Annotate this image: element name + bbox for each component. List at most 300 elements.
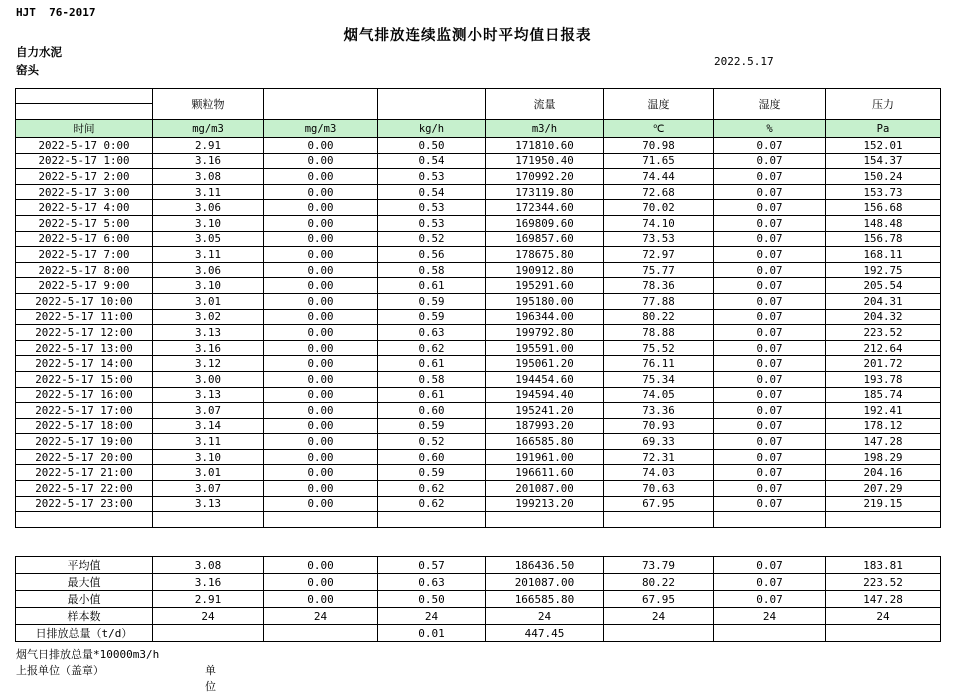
value-cell: 3.13: [153, 325, 264, 341]
table-row: [16, 465, 941, 481]
time-cell: 2022-5-17 7:00: [16, 247, 153, 263]
table-row: [16, 496, 941, 512]
value-cell: 0.07: [714, 371, 826, 387]
value-cell: 0.53: [378, 215, 486, 231]
value-cell: 2.91: [153, 591, 264, 608]
value-cell: 205.54: [826, 278, 941, 294]
time-cell: 2022-5-17 21:00: [16, 465, 153, 481]
value-cell: 72.68: [604, 184, 714, 200]
value-cell: 196611.60: [486, 465, 604, 481]
value-cell: 219.15: [826, 496, 941, 512]
value-cell: 0.07: [714, 262, 826, 278]
value-cell: 0.00: [264, 574, 378, 591]
time-cell: 2022-5-17 6:00: [16, 231, 153, 247]
value-cell: 156.68: [826, 200, 941, 216]
value-cell: 0.00: [264, 591, 378, 608]
value-cell: 0.07: [714, 138, 826, 154]
empty-cell: [826, 512, 941, 528]
value-cell: 150.24: [826, 169, 941, 185]
time-cell: 2022-5-17 22:00: [16, 481, 153, 497]
table-row: [16, 403, 941, 419]
table-row: [16, 169, 941, 185]
value-cell: 69.33: [604, 434, 714, 450]
value-cell: 78.88: [604, 325, 714, 341]
value-cell: 147.28: [826, 434, 941, 450]
value-cell: 73.53: [604, 231, 714, 247]
table-row: [16, 247, 941, 263]
group-header-particulate: 颗粒物: [153, 89, 264, 120]
company-name: 自力水泥: [16, 45, 62, 59]
value-cell: 0.62: [378, 481, 486, 497]
value-cell: 72.31: [604, 449, 714, 465]
time-cell: 2022-5-17 17:00: [16, 403, 153, 419]
value-cell: 3.05: [153, 231, 264, 247]
time-cell: 2022-5-17 11:00: [16, 309, 153, 325]
value-cell: 0.61: [378, 387, 486, 403]
value-cell: 195591.00: [486, 340, 604, 356]
value-cell: 168.11: [826, 247, 941, 263]
time-cell: 2022-5-17 13:00: [16, 340, 153, 356]
value-cell: 0.07: [714, 153, 826, 169]
table-row: [16, 309, 941, 325]
time-cell: 2022-5-17 9:00: [16, 278, 153, 294]
footer-note: 烟气日排放总量*10000m3/h: [16, 648, 160, 661]
report-date: 2022.5.17: [714, 55, 774, 68]
value-cell: 186436.50: [486, 557, 604, 574]
value-cell: 0.62: [378, 340, 486, 356]
value-cell: 76.11: [604, 356, 714, 372]
value-cell: 3.10: [153, 215, 264, 231]
value-cell: 0.00: [264, 184, 378, 200]
time-cell: 2022-5-17 0:00: [16, 138, 153, 154]
summary-label-cell: 样本数: [16, 608, 153, 625]
value-cell: 3.10: [153, 278, 264, 294]
unit-header-mgm3-1: mg/m3: [153, 120, 264, 138]
value-cell: 0.00: [264, 465, 378, 481]
value-cell: 0.00: [264, 231, 378, 247]
value-cell: 3.06: [153, 262, 264, 278]
value-cell: [153, 625, 264, 642]
group-header-temperature: 温度: [604, 89, 714, 120]
value-cell: 0.00: [264, 169, 378, 185]
value-cell: 0.07: [714, 481, 826, 497]
value-cell: 77.88: [604, 293, 714, 309]
value-cell: 0.07: [714, 574, 826, 591]
unit-header-kgh: kg/h: [378, 120, 486, 138]
empty-cell: [264, 512, 378, 528]
value-cell: 0.63: [378, 574, 486, 591]
value-cell: 153.73: [826, 184, 941, 200]
value-cell: 74.44: [604, 169, 714, 185]
summary-label-cell: 最大值: [16, 574, 153, 591]
table-row: [16, 591, 941, 608]
table-row: [16, 153, 941, 169]
value-cell: 70.93: [604, 418, 714, 434]
value-cell: 24: [378, 608, 486, 625]
value-cell: 0.07: [714, 356, 826, 372]
header-corner-cell: [16, 89, 153, 120]
value-cell: 0.07: [714, 465, 826, 481]
value-cell: 0.07: [714, 591, 826, 608]
value-cell: 0.58: [378, 371, 486, 387]
time-cell: 2022-5-17 4:00: [16, 200, 153, 216]
value-cell: 24: [153, 608, 264, 625]
value-cell: 0.53: [378, 169, 486, 185]
value-cell: 192.41: [826, 403, 941, 419]
value-cell: 0.07: [714, 200, 826, 216]
time-cell: 2022-5-17 19:00: [16, 434, 153, 450]
value-cell: 3.07: [153, 403, 264, 419]
table-row: [16, 293, 941, 309]
value-cell: 3.11: [153, 184, 264, 200]
value-cell: 0.59: [378, 418, 486, 434]
value-cell: 73.36: [604, 403, 714, 419]
value-cell: 196344.00: [486, 309, 604, 325]
value-cell: 0.62: [378, 496, 486, 512]
empty-cell: [486, 512, 604, 528]
spacer-row-group: [16, 512, 941, 528]
value-cell: 223.52: [826, 574, 941, 591]
value-cell: 178.12: [826, 418, 941, 434]
page-title: 烟气排放连续监测小时平均值日报表: [343, 28, 592, 44]
value-cell: 3.13: [153, 387, 264, 403]
value-cell: 0.60: [378, 449, 486, 465]
time-cell: 2022-5-17 15:00: [16, 371, 153, 387]
value-cell: 0.00: [264, 418, 378, 434]
standard-code: HJT 76-2017: [16, 6, 96, 19]
unit-header-time: 时间: [16, 120, 153, 138]
value-cell: 148.48: [826, 215, 941, 231]
summary-label-cell: 最小值: [16, 591, 153, 608]
table-row: [16, 231, 941, 247]
value-cell: 3.01: [153, 465, 264, 481]
value-cell: 154.37: [826, 153, 941, 169]
value-cell: 0.00: [264, 371, 378, 387]
table-row: [16, 418, 941, 434]
value-cell: 3.11: [153, 434, 264, 450]
value-cell: 3.06: [153, 200, 264, 216]
value-cell: 0.00: [264, 200, 378, 216]
value-cell: 3.16: [153, 153, 264, 169]
value-cell: 0.07: [714, 325, 826, 341]
value-cell: 171810.60: [486, 138, 604, 154]
table-row: [16, 557, 941, 574]
value-cell: 0.00: [264, 557, 378, 574]
value-cell: 0.00: [264, 449, 378, 465]
table-row: [16, 434, 941, 450]
value-cell: 198.29: [826, 449, 941, 465]
group-header-blank-2: [378, 89, 486, 120]
table-row: [16, 138, 941, 154]
value-cell: 24: [826, 608, 941, 625]
group-header-row: [16, 89, 941, 120]
unit-label: 单位: [205, 664, 216, 693]
group-header-humidity: 湿度: [714, 89, 826, 120]
value-cell: 156.78: [826, 231, 941, 247]
value-cell: 194594.40: [486, 387, 604, 403]
value-cell: 0.63: [378, 325, 486, 341]
value-cell: 0.00: [264, 434, 378, 450]
value-cell: 183.81: [826, 557, 941, 574]
value-cell: 191961.00: [486, 449, 604, 465]
value-cell: [826, 625, 941, 642]
value-cell: 0.61: [378, 278, 486, 294]
data-rows-body: [16, 138, 941, 512]
value-cell: 166585.80: [486, 591, 604, 608]
table-row: [16, 574, 941, 591]
value-cell: 0.07: [714, 340, 826, 356]
group-header-blank-1: [264, 89, 378, 120]
unit-header-pa: Pa: [826, 120, 941, 138]
value-cell: 0.00: [264, 278, 378, 294]
value-cell: 0.00: [264, 138, 378, 154]
value-cell: 152.01: [826, 138, 941, 154]
summary-rows-body: [16, 557, 941, 642]
value-cell: 0.07: [714, 293, 826, 309]
value-cell: 190912.80: [486, 262, 604, 278]
empty-cell: [378, 512, 486, 528]
value-cell: 75.77: [604, 262, 714, 278]
value-cell: 195241.20: [486, 403, 604, 419]
value-cell: 207.29: [826, 481, 941, 497]
value-cell: 3.01: [153, 293, 264, 309]
time-cell: 2022-5-17 8:00: [16, 262, 153, 278]
value-cell: 0.59: [378, 293, 486, 309]
value-cell: 74.05: [604, 387, 714, 403]
table-row: [16, 356, 941, 372]
value-cell: 0.00: [264, 293, 378, 309]
unit-header-row: [16, 120, 941, 138]
value-cell: 0.00: [264, 309, 378, 325]
value-cell: 0.07: [714, 387, 826, 403]
value-cell: 0.61: [378, 356, 486, 372]
value-cell: 80.22: [604, 309, 714, 325]
value-cell: 172344.60: [486, 200, 604, 216]
value-cell: 187993.20: [486, 418, 604, 434]
value-cell: 193.78: [826, 371, 941, 387]
value-cell: 0.60: [378, 403, 486, 419]
value-cell: 74.03: [604, 465, 714, 481]
time-cell: 2022-5-17 5:00: [16, 215, 153, 231]
value-cell: 0.00: [264, 215, 378, 231]
table-row: [16, 278, 941, 294]
time-cell: 2022-5-17 20:00: [16, 449, 153, 465]
time-cell: 2022-5-17 18:00: [16, 418, 153, 434]
value-cell: 0.01: [378, 625, 486, 642]
value-cell: 0.59: [378, 309, 486, 325]
value-cell: 223.52: [826, 325, 941, 341]
value-cell: 72.97: [604, 247, 714, 263]
value-cell: 0.58: [378, 262, 486, 278]
value-cell: 204.32: [826, 309, 941, 325]
value-cell: 0.07: [714, 247, 826, 263]
value-cell: 3.08: [153, 557, 264, 574]
time-cell: 2022-5-17 1:00: [16, 153, 153, 169]
empty-cell: [153, 512, 264, 528]
value-cell: 24: [604, 608, 714, 625]
value-cell: 0.07: [714, 418, 826, 434]
value-cell: 0.07: [714, 403, 826, 419]
table-row: [16, 262, 941, 278]
value-cell: 0.07: [714, 169, 826, 185]
value-cell: 201087.00: [486, 481, 604, 497]
value-cell: 204.31: [826, 293, 941, 309]
value-cell: 3.16: [153, 574, 264, 591]
unit-header-celsius: ℃: [604, 120, 714, 138]
value-cell: 0.00: [264, 496, 378, 512]
value-cell: 0.07: [714, 309, 826, 325]
value-cell: 0.07: [714, 278, 826, 294]
value-cell: 169809.60: [486, 215, 604, 231]
time-cell: 2022-5-17 16:00: [16, 387, 153, 403]
footer-signature-line: [16, 662, 216, 693]
value-cell: 3.13: [153, 496, 264, 512]
value-cell: 70.63: [604, 481, 714, 497]
value-cell: 71.65: [604, 153, 714, 169]
value-cell: 195061.20: [486, 356, 604, 372]
value-cell: 0.00: [264, 340, 378, 356]
value-cell: 0.56: [378, 247, 486, 263]
value-cell: 0.57: [378, 557, 486, 574]
group-header-flow: 流量: [486, 89, 604, 120]
table-row: [16, 184, 941, 200]
value-cell: 212.64: [826, 340, 941, 356]
table-row: [16, 215, 941, 231]
value-cell: 0.07: [714, 215, 826, 231]
empty-cell: [604, 512, 714, 528]
value-cell: 73.79: [604, 557, 714, 574]
value-cell: 0.00: [264, 356, 378, 372]
value-cell: 78.36: [604, 278, 714, 294]
value-cell: 0.54: [378, 153, 486, 169]
report-unit-label: 上报单位（盖章）: [16, 664, 104, 677]
value-cell: 80.22: [604, 574, 714, 591]
table-row: [16, 449, 941, 465]
table-row: [16, 340, 941, 356]
value-cell: 3.00: [153, 371, 264, 387]
value-cell: 166585.80: [486, 434, 604, 450]
table-row: [16, 325, 941, 341]
location-name: 窑头: [16, 63, 39, 77]
value-cell: 24: [486, 608, 604, 625]
value-cell: 185.74: [826, 387, 941, 403]
value-cell: 0.00: [264, 247, 378, 263]
summary-label-cell: 日排放总量（t/d）: [16, 625, 153, 642]
value-cell: 3.08: [153, 169, 264, 185]
value-cell: 0.07: [714, 496, 826, 512]
value-cell: 67.95: [604, 591, 714, 608]
value-cell: 70.02: [604, 200, 714, 216]
value-cell: 169857.60: [486, 231, 604, 247]
table-row: [16, 371, 941, 387]
value-cell: 75.52: [604, 340, 714, 356]
value-cell: 447.45: [486, 625, 604, 642]
value-cell: 67.95: [604, 496, 714, 512]
value-cell: 0.00: [264, 262, 378, 278]
value-cell: 3.11: [153, 247, 264, 263]
time-cell: 2022-5-17 3:00: [16, 184, 153, 200]
value-cell: 199792.80: [486, 325, 604, 341]
value-cell: 192.75: [826, 262, 941, 278]
value-cell: 0.00: [264, 325, 378, 341]
time-cell: 2022-5-17 2:00: [16, 169, 153, 185]
value-cell: 3.02: [153, 309, 264, 325]
unit-header-mgm3-2: mg/m3: [264, 120, 378, 138]
value-cell: 195180.00: [486, 293, 604, 309]
data-table: [15, 88, 941, 528]
time-cell: 2022-5-17 23:00: [16, 496, 153, 512]
value-cell: 171950.40: [486, 153, 604, 169]
table-row: [16, 387, 941, 403]
empty-cell: [16, 512, 153, 528]
value-cell: 170992.20: [486, 169, 604, 185]
time-cell: 2022-5-17 12:00: [16, 325, 153, 341]
value-cell: 24: [264, 608, 378, 625]
value-cell: 201087.00: [486, 574, 604, 591]
value-cell: [264, 625, 378, 642]
table-row: [16, 481, 941, 497]
value-cell: [714, 625, 826, 642]
value-cell: 204.16: [826, 465, 941, 481]
summary-table: [15, 556, 941, 642]
value-cell: 3.12: [153, 356, 264, 372]
value-cell: 24: [714, 608, 826, 625]
value-cell: 3.14: [153, 418, 264, 434]
value-cell: 0.54: [378, 184, 486, 200]
value-cell: 0.59: [378, 465, 486, 481]
value-cell: [604, 625, 714, 642]
unit-header-percent: %: [714, 120, 826, 138]
value-cell: 75.34: [604, 371, 714, 387]
value-cell: 0.53: [378, 200, 486, 216]
value-cell: 2.91: [153, 138, 264, 154]
value-cell: 0.07: [714, 449, 826, 465]
value-cell: 0.50: [378, 591, 486, 608]
unit-header-m3h: m3/h: [486, 120, 604, 138]
empty-cell: [714, 512, 826, 528]
value-cell: 70.98: [604, 138, 714, 154]
value-cell: 199213.20: [486, 496, 604, 512]
value-cell: 201.72: [826, 356, 941, 372]
value-cell: 3.16: [153, 340, 264, 356]
value-cell: 0.07: [714, 557, 826, 574]
value-cell: 194454.60: [486, 371, 604, 387]
table-row: [16, 200, 941, 216]
time-cell: 2022-5-17 10:00: [16, 293, 153, 309]
value-cell: 173119.80: [486, 184, 604, 200]
value-cell: 0.52: [378, 434, 486, 450]
summary-label-cell: 平均值: [16, 557, 153, 574]
value-cell: 0.52: [378, 231, 486, 247]
value-cell: 195291.60: [486, 278, 604, 294]
table-row: [16, 625, 941, 642]
value-cell: 3.10: [153, 449, 264, 465]
value-cell: 0.07: [714, 184, 826, 200]
value-cell: 0.07: [714, 434, 826, 450]
value-cell: 147.28: [826, 591, 941, 608]
empty-row: [16, 512, 941, 528]
value-cell: 74.10: [604, 215, 714, 231]
group-header-pressure: 压力: [826, 89, 941, 120]
value-cell: 0.50: [378, 138, 486, 154]
value-cell: 0.07: [714, 231, 826, 247]
value-cell: 3.07: [153, 481, 264, 497]
table-row: [16, 608, 941, 625]
value-cell: 0.00: [264, 403, 378, 419]
value-cell: 178675.80: [486, 247, 604, 263]
value-cell: 0.00: [264, 387, 378, 403]
value-cell: 0.00: [264, 153, 378, 169]
